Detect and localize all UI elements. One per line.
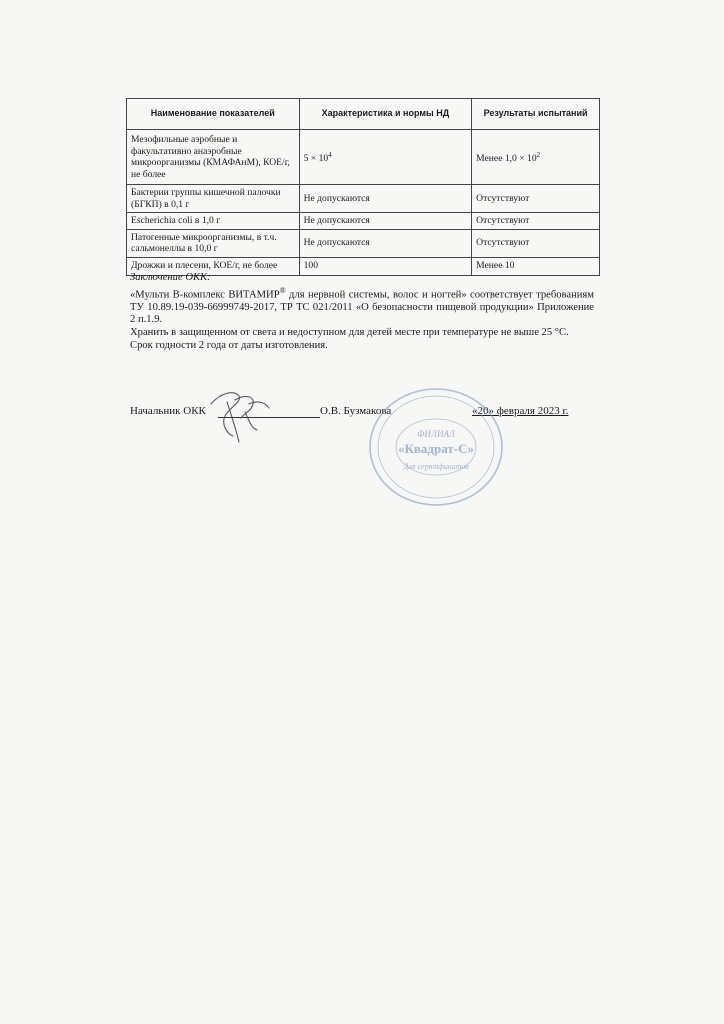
norm-cell — [299, 130, 472, 185]
stamp-line-1: ФИЛИАЛ — [417, 429, 455, 439]
signature-date: «20» февраля 2023 г. — [472, 405, 569, 417]
indicator-cell: Бактерии группы кишечной палочки (БГКП) в 0,1 г — [127, 185, 300, 213]
table-row — [127, 213, 600, 230]
norm-cell: Не допускаются — [299, 229, 472, 257]
result-cell: Отсутствуют — [472, 213, 600, 230]
result-base: Менее 1,0 × 10 — [476, 152, 537, 164]
conclusion-paragraph — [130, 285, 594, 327]
indicator-cell: Мезофильные аэробные и факультативно анаэробные микроорганизмы (КМАФАнМ), КОЕ/г, не более — [127, 130, 300, 185]
norm-cell: 100 — [299, 257, 472, 275]
result-cell: Менее 10 — [472, 257, 600, 275]
norm-exponent: 4 — [328, 150, 332, 159]
result-cell — [472, 130, 600, 185]
conclusion-block — [130, 272, 594, 352]
conclusion-text-end: для нервной системы, волос и ногтей» соответствует требованиям ТУ 10.89.19-039-66999749-2017, ТР ТС 021/2011 «О безопасности пищевой продукции» Приложение 2 п.1.9. — [130, 289, 594, 326]
shelf-life-paragraph: Срок годности 2 года от даты изготовления. — [130, 339, 328, 351]
header-results: Результаты испытаний — [472, 99, 600, 130]
result-cell: Отсутствуют — [472, 229, 600, 257]
header-norms: Характеристика и нормы НД — [299, 99, 472, 130]
conclusion-text-start: «Мульти В-комплекс ВИТАМИР — [130, 289, 280, 301]
indicator-cell: Escherichia coli в 1,0 г — [127, 213, 300, 230]
indicator-cell: Дрожжи и плесени, КОЕ/г, не более — [127, 257, 300, 275]
result-exponent: 2 — [536, 150, 541, 159]
indicator-cell: Патогенные микроорганизмы, в т.ч. сальмонеллы в 10,0 г — [127, 229, 300, 257]
stamp-line-3: Для сертификатов — [403, 462, 469, 471]
storage-paragraph: Хранить в защищенном от света и недоступном для детей месте при температуре не выше 25 °С. — [130, 326, 569, 338]
organization-stamp — [366, 385, 506, 510]
stamp-line-2: «Квадрат-С» — [397, 441, 475, 456]
norm-base: 5 × 10 — [303, 152, 329, 164]
handwritten-signature — [205, 386, 275, 448]
result-cell: Отсутствуют — [472, 185, 600, 213]
table-row — [127, 229, 600, 257]
header-indicator: Наименование показателей — [127, 99, 300, 130]
norm-cell: Не допускаются — [299, 185, 472, 213]
table-header-row — [127, 99, 600, 130]
signer-name: О.В. Бузмакова — [320, 405, 392, 417]
norm-cell: Не допускаются — [299, 213, 472, 230]
table-row — [127, 130, 600, 185]
test-results-table — [126, 98, 600, 276]
conclusion-title: Заключение ОКК: — [130, 272, 211, 283]
signer-role: Начальник ОКК — [130, 405, 206, 417]
registered-mark: ® — [279, 285, 286, 295]
table-row — [127, 185, 600, 213]
